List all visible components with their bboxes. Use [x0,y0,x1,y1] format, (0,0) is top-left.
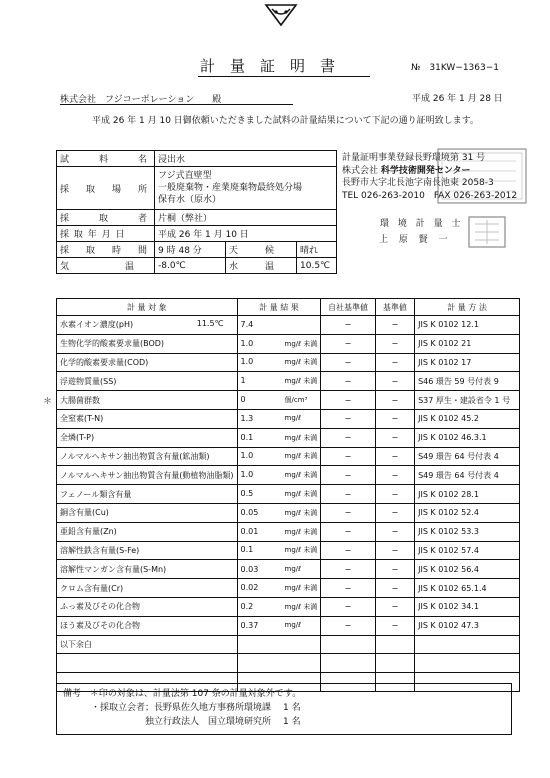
info-row-date [57,226,337,242]
table-row [57,597,520,616]
row-result [237,541,321,560]
title-underline [198,76,370,77]
results-header-row [57,299,520,316]
row-target [57,334,238,353]
row-own-standard: − [321,522,375,541]
table-row [57,372,520,391]
row-target-extra: 11.5℃ [196,319,224,329]
row-target [57,503,238,522]
row-method: JIS K 0102 17 [415,353,520,372]
row-result-value: 0.01 [240,526,259,536]
row-result-unit: mg/ℓ [284,621,302,630]
row-method: S46 環告 59 号付表 9 [415,372,520,391]
row-method: JIS K 0102 46.3.1 [415,428,520,447]
row-target-name: 大腸菌群数 [60,395,100,405]
row-target-name: ノルマルヘキサン抽出物質含有量(動植物油脂類) [60,470,234,480]
row-target-name: 銅含有量(Cu) [60,508,109,518]
company-prefix: 株式会社 [342,165,379,176]
row-result-value: 0.2 [240,601,254,611]
row-target [57,522,238,541]
row-standard: − [375,541,414,560]
company-name: 科学技術開発センター [380,165,471,176]
table-row [57,334,520,353]
row-method: JIS K 0102 52.4 [415,503,520,522]
row-result [237,597,321,616]
row-own-standard: − [321,391,375,410]
witness-1-count: 1 名 [283,703,301,713]
row-own-standard: − [321,466,375,485]
row-own-standard: − [321,316,375,335]
row-standard: − [375,560,414,579]
row-target-name: 亜鉛含有量(Zn) [60,527,117,537]
row-result-unit: 個/cm³ [284,396,308,405]
info-row-time [57,242,337,258]
row-result-unit: mg/ℓ 未満 [284,471,318,480]
info-label: 採 取 場 所 [57,167,155,210]
table-row [57,654,520,673]
row-standard: − [375,391,414,410]
row-standard [375,654,414,673]
row-result [237,579,321,598]
row-target-name: ノルマルヘキサン抽出物質含有量(鉱油類) [60,451,210,461]
row-method: JIS K 0102 65.1.4 [415,579,520,598]
row-method: S49 環告 64 号付表 4 [415,447,520,466]
info-value: 平成 26 年 1 月 10 日 [155,226,337,242]
row-result-value: 0.37 [240,621,259,631]
row-result [237,485,321,504]
row-result-unit: mg/ℓ 未満 [284,508,318,517]
row-result-value: 7.4 [240,320,254,330]
row-own-standard: − [321,560,375,579]
company-logo-icon [264,3,298,27]
row-method: JIS K 0102 12.1 [415,316,520,335]
row-result-unit: mg/ℓ [284,414,302,423]
table-row [57,522,520,541]
row-standard: − [375,353,414,372]
row-result-value: 1.0 [240,451,254,461]
issue-date: 平成 26 年 1 月 28 日 [412,94,503,104]
table-row [57,409,520,428]
header-standard: 基準値 [375,299,414,316]
row-target [57,541,238,560]
table-row [57,503,520,522]
info-label: 採 取 年 月 日 [57,226,155,242]
row-result-unit: mg/ℓ 未満 [284,433,318,442]
row-result-value: 0.02 [240,583,259,593]
row-own-standard: − [321,485,375,504]
row-standard [375,635,414,654]
row-method: JIS K 0102 47.3 [415,616,520,635]
info-row-location [57,167,337,210]
company-seal-stamp [436,147,528,205]
row-result-value: 0.1 [240,432,254,442]
row-own-standard: − [321,334,375,353]
row-result [237,372,321,391]
row-method: JIS K 0102 28.1 [415,485,520,504]
sample-info-table [56,150,337,274]
info-label: 水 温 [226,258,297,274]
row-method: JIS K 0102 56.4 [415,560,520,579]
table-row [57,447,520,466]
row-result [237,428,321,447]
row-target-name: 水素イオン濃度(pH) [60,320,134,330]
row-target-name: 浮遊物質量(SS) [60,376,117,386]
row-result-value: 1.0 [240,470,254,480]
table-row [57,428,520,447]
row-target [57,597,238,616]
row-own-standard: − [321,616,375,635]
row-target-name: 全窒素(T-N) [60,414,104,424]
header-target: 計 量 対 象 [57,299,238,316]
row-own-standard: − [321,541,375,560]
row-target-name: ふっ素及びその化合物 [60,602,140,612]
row-result-unit: mg/ℓ 未満 [284,602,318,611]
row-result [237,560,321,579]
row-target [57,316,238,335]
row-method: JIS K 0102 45.2 [415,409,520,428]
row-result [237,353,321,372]
table-row [57,579,520,598]
addressee-underline [60,104,293,105]
row-method: S37 厚生・建設省令 1 号 [415,391,520,410]
row-target [57,447,238,466]
row-target [57,485,238,504]
remarks-note: ＊印の対象は、計量法第 107 条の計量対象外です。 [89,689,302,699]
info-label: 気 温 [57,258,155,274]
row-standard: − [375,447,414,466]
row-result [237,391,321,410]
row-result [237,503,321,522]
non-metrology-mark: ＊ [43,397,53,408]
row-standard: − [375,466,414,485]
row-target-name: 生物化学的酸素要求量(BOD) [60,339,165,349]
table-row [57,616,520,635]
certifier-role: 環 境 計 量 士 [380,219,464,229]
row-method: JIS K 0102 57.4 [415,541,520,560]
row-standard: − [375,316,414,335]
row-result [237,654,321,673]
info-value: 浸出水 [155,151,337,167]
row-target-name: 以下余白 [60,639,92,649]
row-result-value: 0.5 [240,489,254,499]
info-value: フジ式直壁型 一般廃棄物・産業廃棄物最終処分場 保有水（原水） [155,167,337,210]
remarks-line-1 [63,686,301,699]
row-target [57,466,238,485]
row-result-value: 1.3 [240,414,254,424]
row-method: JIS K 0102 53.3 [415,522,520,541]
table-row [57,635,520,654]
row-standard: − [375,372,414,391]
witness-2-count: 1 名 [283,717,301,727]
row-result [237,635,321,654]
header-method: 計 量 方 法 [415,299,520,316]
results-table [56,298,520,692]
row-target [57,409,238,428]
info-value: 9 時 48 分 [155,242,226,258]
row-target [57,654,238,673]
row-own-standard: − [321,353,375,372]
row-result-unit: mg/ℓ 未満 [284,527,318,536]
row-result [237,316,321,335]
info-row-sample-name [57,151,337,167]
row-result [237,522,321,541]
row-target-name: ほう素及びその化合物 [60,621,140,631]
info-label: 天 候 [226,242,297,258]
info-label: 試 料 名 [57,151,155,167]
row-result-unit: mg/ℓ 未満 [284,490,318,499]
company-phone: TEL 026-263-2010 FAX 026-263-2012 [342,190,518,201]
remarks-line-2 [91,700,301,713]
row-standard: − [375,409,414,428]
row-method: JIS K 0102 34.1 [415,597,520,616]
row-method: JIS K 0102 21 [415,334,520,353]
row-result-unit: mg/ℓ 未満 [284,546,318,555]
row-result-unit: mg/ℓ 未満 [284,358,318,367]
row-result-value: 0.05 [240,507,259,517]
row-standard: − [375,616,414,635]
table-row [57,466,520,485]
row-result-unit: mg/ℓ 未満 [284,584,318,593]
intro-text: 平成 26 年 1 月 10 日御依頼いただきました試料の計量結果について下記の通り証明致します。 [92,116,479,126]
row-standard: − [375,597,414,616]
addressee: 株式会社 フジコーポレーション 殿 [60,95,222,105]
row-standard: − [375,522,414,541]
table-row [57,391,520,410]
row-result-value: 0.03 [240,564,259,574]
row-own-standard: − [321,447,375,466]
info-value: 片桐（弊社） [155,210,337,226]
row-own-standard: − [321,579,375,598]
row-result-unit: mg/ℓ 未満 [284,452,318,461]
row-result-unit: mg/ℓ 未満 [284,377,318,386]
row-standard: − [375,428,414,447]
witness-prefix: ・採取立会者； [91,703,155,713]
row-target-name: 溶解性鉄含有量(S-Fe) [60,545,140,555]
info-row-sampler [57,210,337,226]
row-result-value: 1.0 [240,357,254,367]
row-own-standard: − [321,372,375,391]
row-result-value: 1 [240,376,246,386]
table-row [57,541,520,560]
row-result-unit: mg/ℓ 未満 [284,339,318,348]
info-row-temperature [57,258,337,274]
row-target [57,391,238,410]
document-number: № 31KW−1363−1 [411,63,500,73]
row-target-name: 全燐(T-P) [60,433,95,443]
witness-1: 長野県佐久地方事務所環境課 [154,703,272,713]
row-target [57,635,238,654]
row-target-name: クロム含有量(Cr) [60,583,124,593]
row-target [57,428,238,447]
row-own-standard: − [321,503,375,522]
table-row [57,316,520,335]
row-result [237,616,321,635]
row-result [237,466,321,485]
row-method: S49 環告 64 号付表 4 [415,466,520,485]
info-value: 10.5℃ [297,258,337,274]
row-own-standard: − [321,428,375,447]
witness-2: 独立行政法人 国立環境研究所 [145,717,272,727]
row-result [237,447,321,466]
remarks-label: 備考 [63,689,82,699]
table-row [57,560,520,579]
row-standard: − [375,579,414,598]
row-method [415,635,520,654]
remarks-box [56,683,512,735]
row-own-standard [321,635,375,654]
row-target [57,372,238,391]
row-standard: − [375,334,414,353]
info-value: -8.0℃ [155,258,226,274]
row-target [57,560,238,579]
row-own-standard: − [321,597,375,616]
remarks-line-3 [145,714,301,727]
row-method [415,654,520,673]
row-target [57,353,238,372]
company-address: 長野市大字北長池字南長池東 2058-3 [342,178,494,188]
row-target-name: 化学的酸素要求量(COD) [60,357,149,367]
info-label: 採 取 者 [57,210,155,226]
row-standard: − [375,485,414,504]
page-title: 計量証明書 [200,57,351,75]
table-row [57,485,520,504]
table-row [57,353,520,372]
row-target-name: 溶解性マンガン含有量(S-Mn) [60,564,167,574]
personal-seal-stamp [466,214,508,250]
info-label: 採 取 時 間 [57,242,155,258]
registration-number: 計量証明事業登録長野環境第 31 号 [342,153,486,163]
header-result: 計 量 結 果 [237,299,321,316]
row-result [237,334,321,353]
info-value: 晴れ [297,242,337,258]
row-result-value: 0.1 [240,545,254,555]
header-own-standard: 自社基準値 [321,299,375,316]
row-result [237,409,321,428]
row-own-standard [321,654,375,673]
row-own-standard: − [321,409,375,428]
row-result-unit: mg/ℓ [284,564,302,573]
row-target [57,616,238,635]
row-standard: − [375,503,414,522]
row-result-value: 0 [240,395,246,405]
row-target [57,579,238,598]
row-result-value: 1.0 [240,338,254,348]
certifier-person: 上 原 賢 一 [379,235,452,245]
row-target-name: フェノール類含有量 [60,489,132,499]
